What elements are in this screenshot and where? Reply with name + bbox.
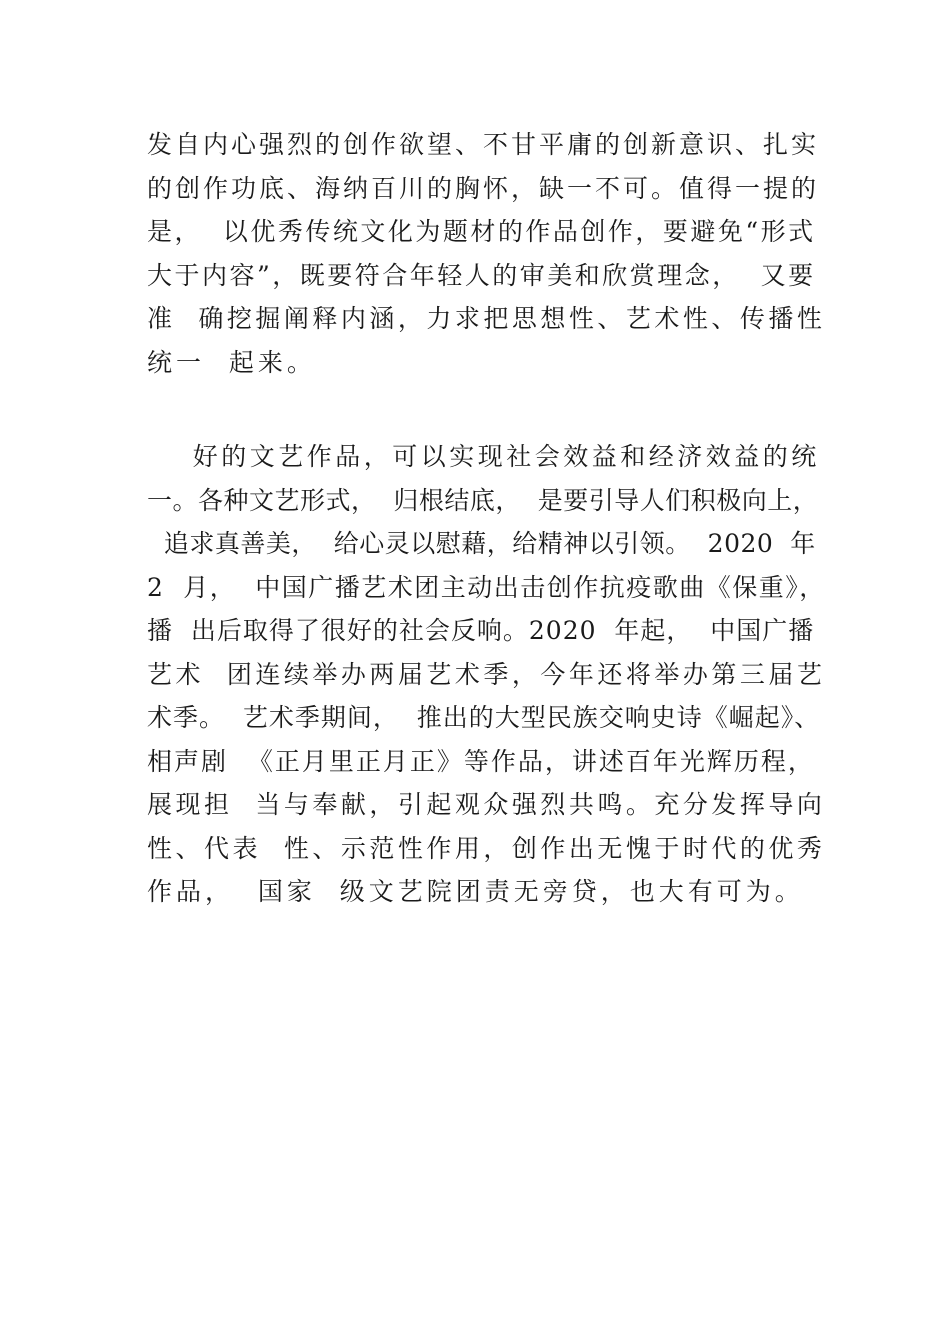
text-line: 的创作功底、海纳百川的胸怀，缺一不可。值得一提的 bbox=[147, 173, 820, 203]
text-line: 相声剧 《正月里正月正》等作品，讲述百年光辉历程， bbox=[147, 746, 815, 776]
text-line: 大于内容”，既要符合年轻人的审美和欣赏理念， 又要 bbox=[147, 260, 816, 290]
text-line: 性、代表 性、示范性作用，创作出无愧于时代的优秀 bbox=[147, 833, 826, 863]
text-line: 艺术 团连续举办两届艺术季，今年还将举办第三届艺 bbox=[147, 659, 826, 689]
paragraph-2 bbox=[147, 435, 827, 914]
text-line: 好的文艺作品，可以实现社会效益和经济效益的统 bbox=[147, 442, 820, 471]
text-line: 术季。 艺术季期间， 推出的大型民族交响史诗《崛起》、 bbox=[147, 703, 821, 732]
text-line: 是， 以优秀传统文化为题材的作品创作，要避免“形式 bbox=[147, 217, 816, 246]
paragraph-1 bbox=[147, 123, 827, 384]
text-line: 一。各种文艺形式， 归根结底， 是要引导人们积极向上， bbox=[147, 485, 819, 515]
text-line: 准 确挖掘阐释内涵，力求把思想性、艺术性、传播性 bbox=[147, 304, 826, 333]
text-line: 播 出后取得了很好的社会反响。2020 年起， 中国广播 bbox=[147, 616, 815, 645]
text-line: 展现担 当与奉献，引起观众强烈共鸣。充分发挥导向 bbox=[147, 790, 826, 819]
text-line: 发自内心强烈的创作欲望、不甘平庸的创新意识、扎实 bbox=[147, 130, 820, 159]
text-line: 统一 起来。 bbox=[147, 347, 316, 377]
text-line: 2 月， 中国广播艺术团主动出击创作抗疫歌曲《保重》， bbox=[147, 572, 826, 602]
text-line: 追求真善美， 给心灵以慰藉，给精神以引领。 2020 年 bbox=[147, 529, 816, 558]
text-line: 作品， 国家 级文艺院团责无旁贷，也大有可为。 bbox=[147, 877, 804, 906]
